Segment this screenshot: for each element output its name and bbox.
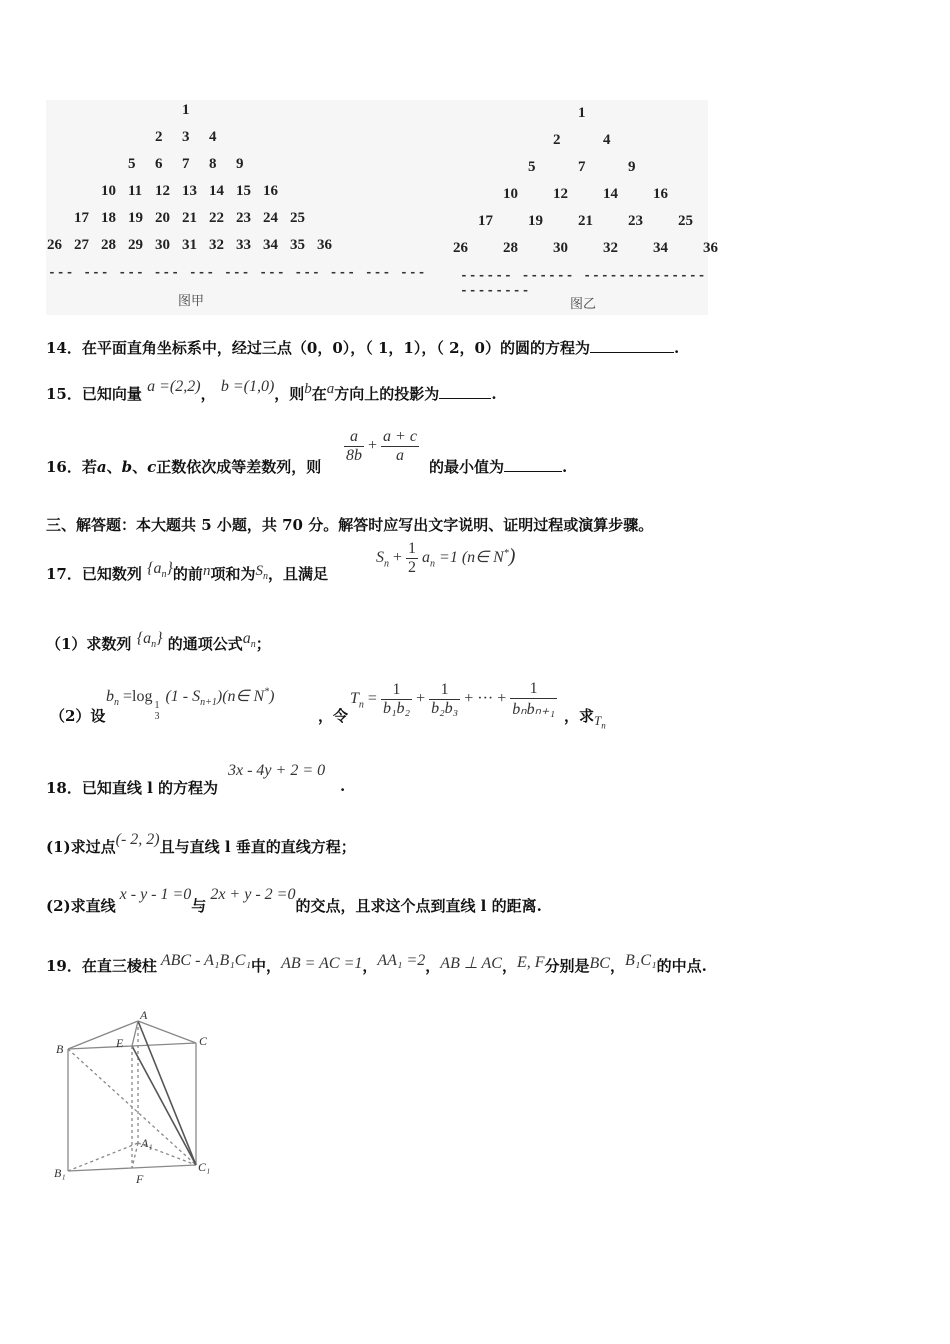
triangle-number: 14: [603, 186, 618, 202]
q17-log-close2: ): [269, 688, 275, 705]
label-B: B: [56, 1042, 64, 1056]
q17-b: b: [106, 688, 114, 705]
triangle-number: 36: [317, 237, 332, 253]
triangle-number: 36: [703, 240, 718, 256]
q17-S-letter: S: [255, 563, 263, 579]
q17-part1-a-sub: n: [250, 639, 256, 651]
q17-part1-an: [242, 630, 256, 651]
q17-seq-close: }: [166, 560, 173, 577]
q15-end: .: [491, 385, 497, 403]
q17-cond-plus: +: [393, 549, 403, 567]
triangle-number: 31: [182, 237, 197, 253]
q19-mid1: 中，: [251, 957, 282, 975]
triangle-number: 9: [628, 159, 636, 175]
q15-vector-b: b =(1,0): [220, 378, 275, 395]
q16-frac1-num: a: [344, 428, 364, 447]
q19-c2: AA₁ =2: [377, 952, 426, 969]
q19-prefix: 19．在直三棱柱: [46, 957, 157, 975]
caption-left: 图甲: [178, 294, 205, 309]
q17-half: [406, 540, 418, 577]
question-17: [46, 560, 328, 586]
q19-c3: AB ⊥ AC: [440, 955, 502, 972]
edge-AC: [138, 1021, 196, 1043]
triangle-number: 19: [528, 213, 543, 229]
q19-mid2: 分别是: [544, 957, 590, 975]
triangle-number: 32: [209, 237, 224, 253]
triangle-number: 4: [603, 132, 611, 148]
triangle-number: 25: [290, 210, 305, 226]
q17-part2-end: [564, 705, 606, 731]
q17-term-2: [429, 681, 460, 718]
q17-part2-end-text: ，求: [564, 707, 595, 725]
q17-t-plus1: +: [416, 690, 426, 708]
q18-p2-eq2: 2x + y - 2 =0: [210, 886, 296, 903]
triangle-number: 27: [74, 237, 89, 253]
triangle-number: 35: [290, 237, 305, 253]
q19-sep1: ，: [362, 957, 378, 975]
edge-B1A1: [68, 1143, 138, 1171]
q15-suffix: 方向上的投影为: [334, 385, 440, 403]
triangle-number: 28: [503, 240, 518, 256]
q17-mid3: ，且满足: [267, 565, 328, 583]
q18-p1-point: (- 2, 2): [115, 831, 160, 848]
q16-sep1: 、: [106, 458, 122, 476]
triangle-number: 26: [453, 240, 468, 256]
q17-S: [255, 563, 268, 582]
triangle-number: 16: [653, 186, 668, 202]
q17-t2-den: b₂b₃: [431, 700, 459, 717]
triangle-number: 8: [209, 156, 217, 172]
question-15: [46, 378, 497, 404]
triangle-number: 11: [128, 183, 143, 199]
triangle-number: 7: [182, 156, 190, 172]
q17-half-den: 2: [408, 559, 417, 576]
label-C: C: [199, 1034, 208, 1048]
q17-Tn: [594, 713, 606, 731]
q17-cond-S: S: [376, 549, 384, 567]
q16-tail: [429, 456, 567, 477]
q17-b-eq: =log: [123, 688, 153, 705]
q15-b: b: [304, 381, 312, 397]
triangle-number: 15: [236, 183, 251, 199]
triangle-number: 3: [182, 129, 190, 145]
q16-a: a: [96, 458, 107, 476]
q16-suffix: 的最小值为: [429, 458, 505, 476]
triangle-number: 17: [478, 213, 493, 229]
q17-term-3: [510, 680, 557, 719]
q17-t3-num: 1: [510, 680, 557, 699]
q17-part1-end: ；: [255, 635, 271, 653]
q16-plus: +: [368, 437, 378, 455]
q17-cond-close: ): [508, 545, 516, 568]
q16-prefix: 16．若: [46, 458, 97, 476]
q17-prefix: 17．已知数列: [46, 565, 142, 583]
q16-sep2: 、: [132, 458, 148, 476]
triangle-number: 16: [263, 183, 278, 199]
triangle-number: 5: [528, 159, 536, 175]
q17-T-sub: n: [358, 699, 364, 711]
q17-cond-rest: =1 (n∈ N: [439, 549, 504, 567]
q16-frac1-den: 8b: [346, 447, 362, 464]
q18-p2-eq1: x - y - 1 =0: [119, 886, 192, 903]
q19-sep4: ，: [609, 957, 625, 975]
q17-b-definition: [106, 686, 275, 723]
triangle-number: 28: [101, 237, 116, 253]
q16-mid: 正数依次成等差数列，则: [156, 458, 322, 476]
triangle-number: 22: [209, 210, 224, 226]
triangle-number: 5: [128, 156, 136, 172]
triangle-number: 21: [182, 210, 197, 226]
q17-log-close: )(n∈ N: [216, 688, 265, 705]
q19-sep2: ，: [425, 957, 441, 975]
q17-T2: T: [594, 713, 602, 728]
question-14: [46, 337, 679, 358]
triangle-number: 10: [503, 186, 518, 202]
triangle-left-dots: --- --- --- --- --- --- --- --- --- --- ---: [48, 265, 427, 280]
q16-expression: [344, 428, 419, 465]
q17-n: n: [202, 563, 211, 579]
triangle-number: 1: [182, 102, 190, 118]
q17-log-arg: (1 - S: [165, 688, 201, 705]
segment-EA: [132, 1021, 138, 1046]
triangle-number: 30: [553, 240, 568, 256]
triangle-number: 12: [155, 183, 170, 199]
label-A1: A₁: [141, 1136, 153, 1150]
triangle-number: 10: [101, 183, 116, 199]
section-3-heading: 三、解答题：本大题共 5 小题，共 70 分。解答时应写出文字说明、证明过程或演算步骤。: [46, 516, 654, 534]
triangle-number: 29: [128, 237, 143, 253]
question-16: [46, 426, 321, 476]
q18-end: .: [340, 777, 346, 795]
q17-t1-den: b₁b₂: [382, 700, 411, 717]
q17-t1-num: 1: [381, 681, 412, 700]
q17-part-2-label: （2）设: [50, 707, 106, 725]
number-triangle-figure: [46, 100, 718, 315]
q17-condition: [376, 540, 515, 577]
triangle-number: 12: [553, 186, 568, 202]
q19-c5: BC: [589, 955, 610, 972]
q16-fraction-2: [381, 428, 419, 465]
q17-cond-sup: *: [503, 547, 509, 559]
q17-part1-prefix: （1）求数列: [46, 635, 132, 653]
segment-A1F: [132, 1143, 138, 1168]
triangle-number: 34: [653, 240, 668, 256]
label-E: E: [116, 1036, 124, 1050]
q19-sep3: ，: [501, 957, 517, 975]
label-F: F: [136, 1172, 144, 1186]
edge-BA: [68, 1021, 138, 1049]
triangle-number: 13: [182, 183, 197, 199]
q17-seq-sub: n: [161, 569, 167, 581]
triangle-number: 20: [155, 210, 170, 226]
q17-t3-den: bₙbₙ₊₁: [512, 701, 556, 718]
triangle-number: 14: [209, 183, 224, 199]
q17-log-base: [152, 700, 161, 722]
q18-p2-mid: 与: [191, 897, 207, 915]
q17-T2-sub: n: [601, 720, 606, 731]
triangle-number: 4: [209, 129, 217, 145]
q18-p2-suffix: 的交点，且求这个点到直线 l 的距离.: [295, 897, 542, 915]
q19-c4: E, F: [516, 954, 545, 971]
q16-b: b: [121, 458, 133, 476]
q18-part-2: [46, 886, 542, 916]
q17-b-sub: n: [114, 697, 119, 709]
q14-end: .: [673, 339, 680, 357]
q17-T: T: [350, 690, 359, 708]
q15-mid1: ，则: [274, 385, 305, 403]
q16-c: c: [147, 458, 157, 476]
q14-answer-blank[interactable]: [590, 352, 674, 353]
q15-prefix: 15．已知向量: [46, 385, 142, 403]
q18-prefix: 18．已知直线 l 的方程为: [46, 779, 219, 797]
label-B1: B₁: [54, 1166, 66, 1180]
triangle-number: 23: [236, 210, 251, 226]
q19-c6: B₁C₁: [624, 952, 657, 969]
q17-half-num: 1: [408, 540, 417, 557]
q15-mid2: 在: [311, 385, 327, 403]
triangle-number: 1: [578, 105, 586, 121]
triangle-number: 24: [263, 210, 278, 226]
label-A: A: [140, 1008, 148, 1022]
prism-figure: [50, 1005, 230, 1195]
q18-equation: 3x - 4y + 2 = 0: [228, 762, 326, 779]
q16-fraction-1: [344, 428, 364, 465]
q17-part2-mid: ，令: [318, 707, 349, 725]
q17-part1-seq-sub: n: [151, 639, 157, 651]
triangle-number: 32: [603, 240, 618, 256]
triangle-number: 6: [155, 156, 163, 172]
triangle-number: 2: [155, 129, 163, 145]
q17-log-sup: *: [264, 686, 270, 698]
q18-p1-prefix: (1)求过点: [46, 838, 116, 856]
q18-p2-prefix: (2)求直线: [46, 897, 116, 915]
q17-T-definition: [350, 680, 557, 719]
q17-mid2: 项和为: [210, 565, 256, 583]
triangle-number: 2: [553, 132, 561, 148]
q17-t-dots: + ··· +: [464, 690, 507, 708]
q18-part-1: [46, 831, 356, 857]
triangle-number: 25: [678, 213, 693, 229]
triangle-number: 30: [155, 237, 170, 253]
triangle-number: 18: [101, 210, 116, 226]
triangle-number: 23: [628, 213, 643, 229]
triangle-number: 7: [578, 159, 586, 175]
q17-part1-seq: [136, 630, 163, 651]
q17-T-eq: =: [367, 690, 377, 708]
q17-term-1: [381, 681, 412, 718]
triangle-number: 33: [236, 237, 251, 253]
q19-prism: ABC - A₁B₁C₁: [160, 952, 252, 969]
q17-t2-num: 1: [429, 681, 460, 700]
q16-frac2-num: a + c: [383, 428, 417, 445]
q17-part1-seq-close: }: [156, 630, 163, 647]
q17-log-arg-sub: n+1: [200, 697, 217, 709]
triangle-number: 26: [47, 237, 62, 253]
q16-answer-blank[interactable]: [504, 471, 562, 472]
q17-mid1: 的前: [172, 565, 203, 583]
q15-sep: ，: [200, 385, 216, 403]
q15-a: a: [326, 381, 335, 397]
q17-seq: {a: [147, 560, 162, 577]
q17-sequence: [147, 560, 173, 581]
q16-end: .: [562, 458, 568, 476]
q19-c1: AB = AC =1: [281, 955, 363, 972]
q17-S-sub: n: [262, 571, 268, 582]
q15-vector-a: a =(2,2): [147, 378, 201, 395]
q17-cond-a-sub: n: [430, 558, 436, 570]
triangle-number: 34: [263, 237, 278, 253]
q17-cond-a: a: [422, 549, 431, 567]
triangle-right-dots: ------ ------ ----------------------: [460, 268, 707, 298]
q18-p1-suffix: 且与直线 l 垂直的直线方程；: [159, 838, 356, 856]
q19-suffix: 的中点.: [656, 957, 707, 975]
q17-part1-mid: 的通项公式: [167, 635, 243, 653]
q17-cond-S-sub: n: [384, 558, 389, 570]
triangle-number: 19: [128, 210, 143, 226]
q16-frac2-den: a: [395, 447, 404, 464]
label-C1: C₁: [198, 1160, 211, 1174]
q15-answer-blank[interactable]: [439, 398, 491, 399]
caption-right: 图乙: [570, 297, 597, 312]
q17-part-1: [46, 630, 271, 656]
triangle-number: 21: [578, 213, 593, 229]
q17-log-base-den: 3: [154, 711, 160, 723]
triangle-number: 9: [236, 156, 244, 172]
q17-part1-a: a: [242, 630, 251, 647]
question-18: [46, 777, 218, 798]
triangle-number: 17: [74, 210, 89, 226]
q17-part1-seq-open: {a: [136, 630, 152, 647]
q17-log-base-num: 1: [154, 700, 160, 712]
q14-text: 14．在平面直角坐标系中，经过三点（0，0），（ 1，1），（ 2，0）的圆的方程为: [46, 339, 590, 357]
question-19: [46, 952, 707, 976]
